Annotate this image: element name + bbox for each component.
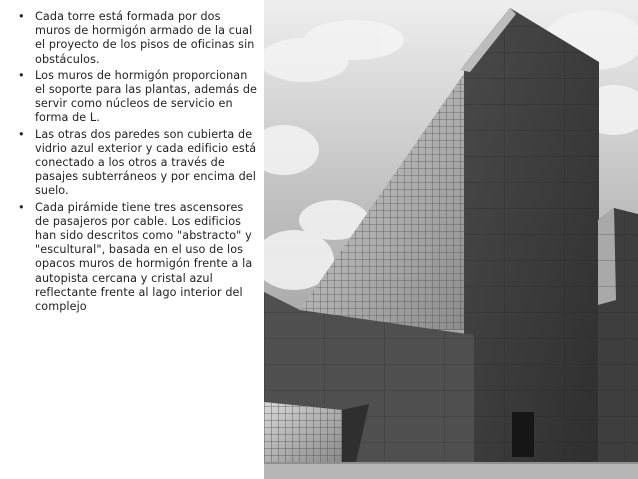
bullet-item-4 (18, 201, 258, 315)
bullet-dot: • (18, 68, 25, 82)
bullet-text-4: Cada pirámide tiene tres ascensores de pasajeros por cable. Los edificios han sido descritos como "abstracto" y "escultural", basada en el uso de los opacos muros de hormigón frente a la autopista cercana y cristal azul reflectante frente al lago interior del complejo (35, 200, 253, 314)
bullet-list (18, 10, 258, 314)
bullet-text-1: Cada torre está formada por dos muros de hormigón armado de la cual el proyecto de los pisos de oficinas sin obstáculos. (35, 10, 255, 66)
doorway (512, 412, 534, 457)
bullet-dot: • (18, 200, 25, 214)
tower-concrete-panels (464, 8, 599, 479)
bullet-item-2 (18, 69, 258, 126)
bullet-item-1 (18, 10, 258, 67)
text-panel (18, 10, 258, 470)
bullet-item-3 (18, 128, 258, 199)
ground (264, 462, 638, 479)
bullet-dot: • (18, 127, 25, 141)
building-photo (264, 0, 638, 479)
base-glass-grid (264, 402, 342, 462)
bullet-dot: • (18, 10, 25, 23)
second-tower-panels (598, 208, 638, 479)
bullet-text-2: Los muros de hormigón proporcionan el soporte para las plantas, además de servir como núcleos de servicio en forma de L. (35, 68, 258, 125)
bullet-text-3: Las otras dos paredes son cubierta de vidrio azul exterior y cada edificio está conectado a los otros a través de pasajes subterráneos y por encima del suelo. (35, 127, 257, 198)
